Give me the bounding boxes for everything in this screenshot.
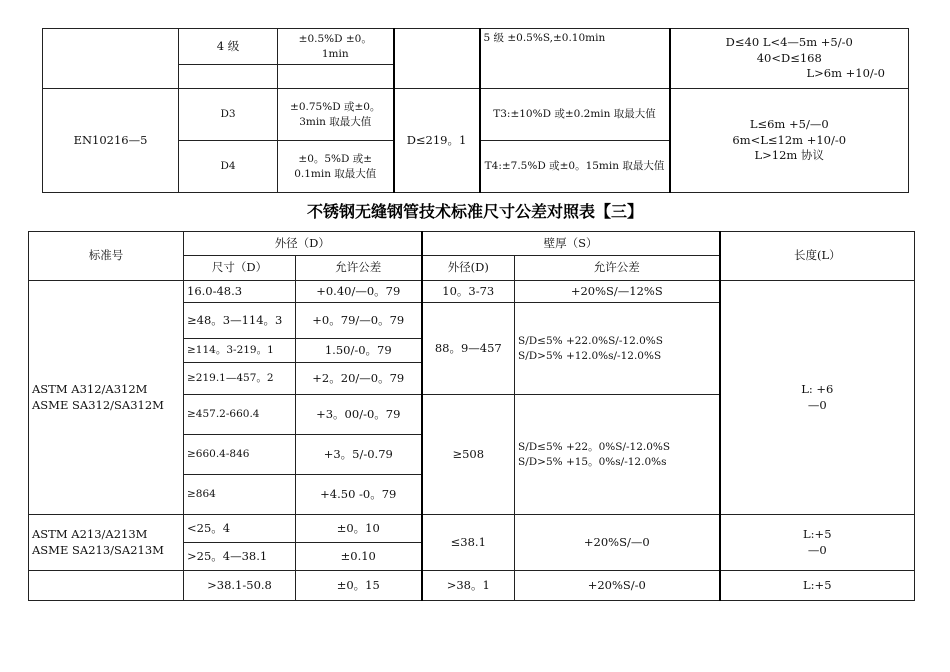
a312-wall-od: ≥508 [422, 395, 515, 515]
grade-4-empty-tol [278, 65, 394, 89]
grade-4-od-range [394, 29, 480, 89]
grade-4-length: D≤40 L<4—5m +5/-0 40<D≤168 L>6m +10/-0 [670, 29, 909, 89]
header-size: 尺寸（D） [184, 256, 296, 281]
a213-tol-row: ±0.10 [296, 543, 422, 571]
a312-size-row: ≥864 [184, 475, 296, 515]
a312-size-row: ≥660.4-846 [184, 435, 296, 475]
a213-tol-row: ±0。10 [296, 515, 422, 543]
a312-tol-row: +3。00/-0。79 [296, 395, 422, 435]
d4-tolerance: ±0。5%D 或± 0.1min 取最大值 [278, 141, 394, 193]
a312-length: L: +6 —0 [720, 281, 915, 515]
a312-wall-tol: S/D≤5% +22。0%S/-12.0%S S/D>5% +15。0%s/-12.0%s [515, 395, 720, 515]
a213-standards: ASTM A213/A213M ASME SA213/SA213M [29, 515, 184, 571]
a312-tol-row: +0。79/—0。79 [296, 303, 422, 339]
a213-wall-od: ≤38.1 [422, 515, 515, 571]
grade-4-od-tolerance: ±0.5%D ±0。 1min [278, 29, 394, 65]
a312-size-row: ≥457.2-660.4 [184, 395, 296, 435]
t3-tolerance: T3:±10%D 或±0.2min 取最大值 [480, 89, 670, 141]
a312-wall-od: 88。9—457 [422, 303, 515, 395]
header-standard: 标准号 [29, 232, 184, 281]
a312-wall-tol: S/D≤5% +22.0%S/-12.0%S S/D>5% +12.0%s/-12.0%S [515, 303, 720, 395]
en-od-range: D≤219。1 [394, 89, 480, 193]
top-standard-cell [43, 29, 179, 89]
a213-size-row: <25。4 [184, 515, 296, 543]
a312-wall-tol: +20%S/—12%S [515, 281, 720, 303]
t4-tolerance: T4:±7.5%D 或±0。15min 取最大值 [480, 141, 670, 193]
header-od: 外径（D） [184, 232, 422, 256]
a213-size-row: >25。4—38.1 [184, 543, 296, 571]
a312-tol-row: +4.50 -0。79 [296, 475, 422, 515]
table-title: 不锈钢无缝钢管技术标准尺寸公差对照表【三】 [306, 202, 643, 221]
a213-size-row: >38.1-50.8 [184, 571, 296, 601]
a312-tol-row: 1.50/-0。79 [296, 339, 422, 363]
a213-wall-tol: +20%S/-0 [515, 571, 720, 601]
header-od-tolerance: 允许公差 [296, 256, 422, 281]
en10216-standard: EN10216—5 [43, 89, 179, 193]
a312-size-row: ≥48。3—114。3 [184, 303, 296, 339]
a312-tol-row: +3。5/-0.79 [296, 435, 422, 475]
header-wall-od: 外径(D) [422, 256, 515, 281]
a213-standards-blank [29, 571, 184, 601]
grade-5-wall-tolerance: 5 级 ±0.5%S,±0.10min [480, 29, 670, 89]
a213-wall-od: >38。1 [422, 571, 515, 601]
grade-4-empty [179, 65, 278, 89]
a312-size-row: ≥114。3-219。1 [184, 339, 296, 363]
a312-standards: ASTM A312/A312M ASME SA312/SA312M [29, 281, 184, 515]
a213-length: L:+5 [720, 571, 915, 601]
top-table [42, 28, 909, 193]
d4-cell: D4 [179, 141, 278, 193]
a312-tol-row: +0.40/—0。79 [296, 281, 422, 303]
header-wall-tolerance: 允许公差 [515, 256, 720, 281]
a213-wall-tol: +20%S/—0 [515, 515, 720, 571]
d3-tolerance: ±0.75%D 或±0。 3min 取最大值 [278, 89, 394, 141]
main-table [28, 231, 915, 601]
d3-cell: D3 [179, 89, 278, 141]
header-wall: 壁厚（S） [422, 232, 720, 256]
grade-4-cell: 4 级 [179, 29, 278, 65]
a213-length: L:+5 —0 [720, 515, 915, 571]
en-length: L≤6m +5/—0 6m<L≤12m +10/-0 L>12m 协议 [670, 89, 909, 193]
a312-tol-row: +2。20/—0。79 [296, 363, 422, 395]
header-length: 长度(L） [720, 232, 915, 281]
a213-tol-row: ±0。15 [296, 571, 422, 601]
a312-size-row: ≥219.1—457。2 [184, 363, 296, 395]
a312-wall-od: 10。3-73 [422, 281, 515, 303]
a312-size-row: 16.0-48.3 [184, 281, 296, 303]
